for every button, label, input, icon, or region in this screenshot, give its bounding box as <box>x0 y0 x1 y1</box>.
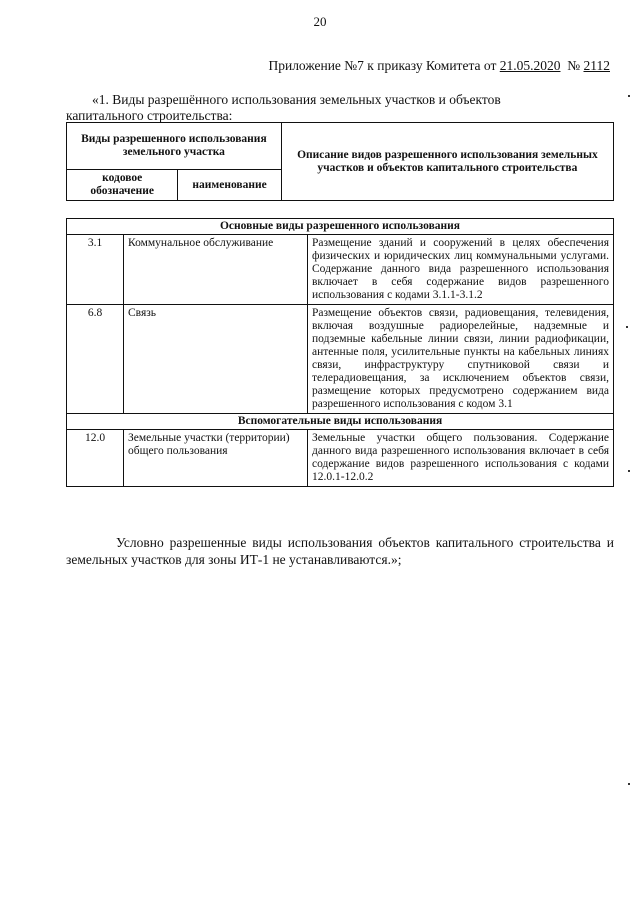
appendix-prefix: Приложение №7 к приказу Комитета от <box>268 58 500 73</box>
scan-speck <box>628 470 630 472</box>
row-description: Размещение зданий и сооружений в целях обеспечения физических и юридических лиц коммунальными услугами. Содержание данного вида разрешенного использования включает в себя содержание видов разрешенного использования с кодами 3.1.1-3.1.2 <box>308 235 614 305</box>
appendix-heading <box>268 58 610 74</box>
section-aux: Вспомогательные виды использования <box>67 414 614 430</box>
row-description: Земельные участки общего пользования. Содержание данного вида разрешенного использования включает в себя содержание видов разрешенного использования с кодами 12.0.1-12.0.2 <box>308 430 614 487</box>
row-description: Размещение объектов связи, радиовещания, телевидения, включая воздушные радиорелейные, надземные и подземные кабельные линии связи, линии радиофикации, антенные поля, усилительные пункты на кабельных линиях связи, инфраструктуру спутниковой связи и телерадиовещания, за исключением объектов связи, размещение которых предусмотрено содержанием вида разрешенного использования с кодом 3.1 <box>308 305 614 414</box>
row-name: Коммунальное обслуживание <box>124 235 308 305</box>
row-code: 6.8 <box>67 305 124 414</box>
header-table <box>66 122 614 201</box>
table-row <box>67 430 614 487</box>
row-name: Земельные участки (территории) общего пользования <box>124 430 308 487</box>
section-main: Основные виды разрешенного использования <box>67 219 614 235</box>
header-description-cell: Описание видов разрешенного использования земельных участков и объектов капитального строительства <box>281 123 613 201</box>
header-group-cell: Виды разрешенного использования земельного участка <box>67 123 282 170</box>
row-code: 3.1 <box>67 235 124 305</box>
appendix-number: 2112 <box>583 58 610 73</box>
header-code-cell: кодовое обозначение <box>67 170 178 201</box>
intro-line-1: «1. Виды разрешённого использования земельных участков и объектов <box>92 92 501 107</box>
row-name: Связь <box>124 305 308 414</box>
table-row <box>67 235 614 305</box>
intro-line-2: капитального строительства: <box>66 108 233 123</box>
footer-paragraph: Условно разрешенные виды использования объектов капитального строительства и земельных участков для зоны ИТ-1 не устанавливаются.»; <box>66 535 614 567</box>
table-row <box>67 305 614 414</box>
scan-speck <box>626 326 628 328</box>
appendix-date: 21.05.2020 <box>499 58 561 73</box>
row-code: 12.0 <box>67 430 124 487</box>
land-use-table <box>66 218 614 487</box>
appendix-number-sign: № <box>560 58 584 73</box>
header-name-cell: наименование <box>178 170 281 201</box>
scan-speck <box>628 783 630 785</box>
scan-speck <box>628 95 630 97</box>
page-number: 20 <box>313 14 327 29</box>
intro-paragraph <box>66 92 614 124</box>
